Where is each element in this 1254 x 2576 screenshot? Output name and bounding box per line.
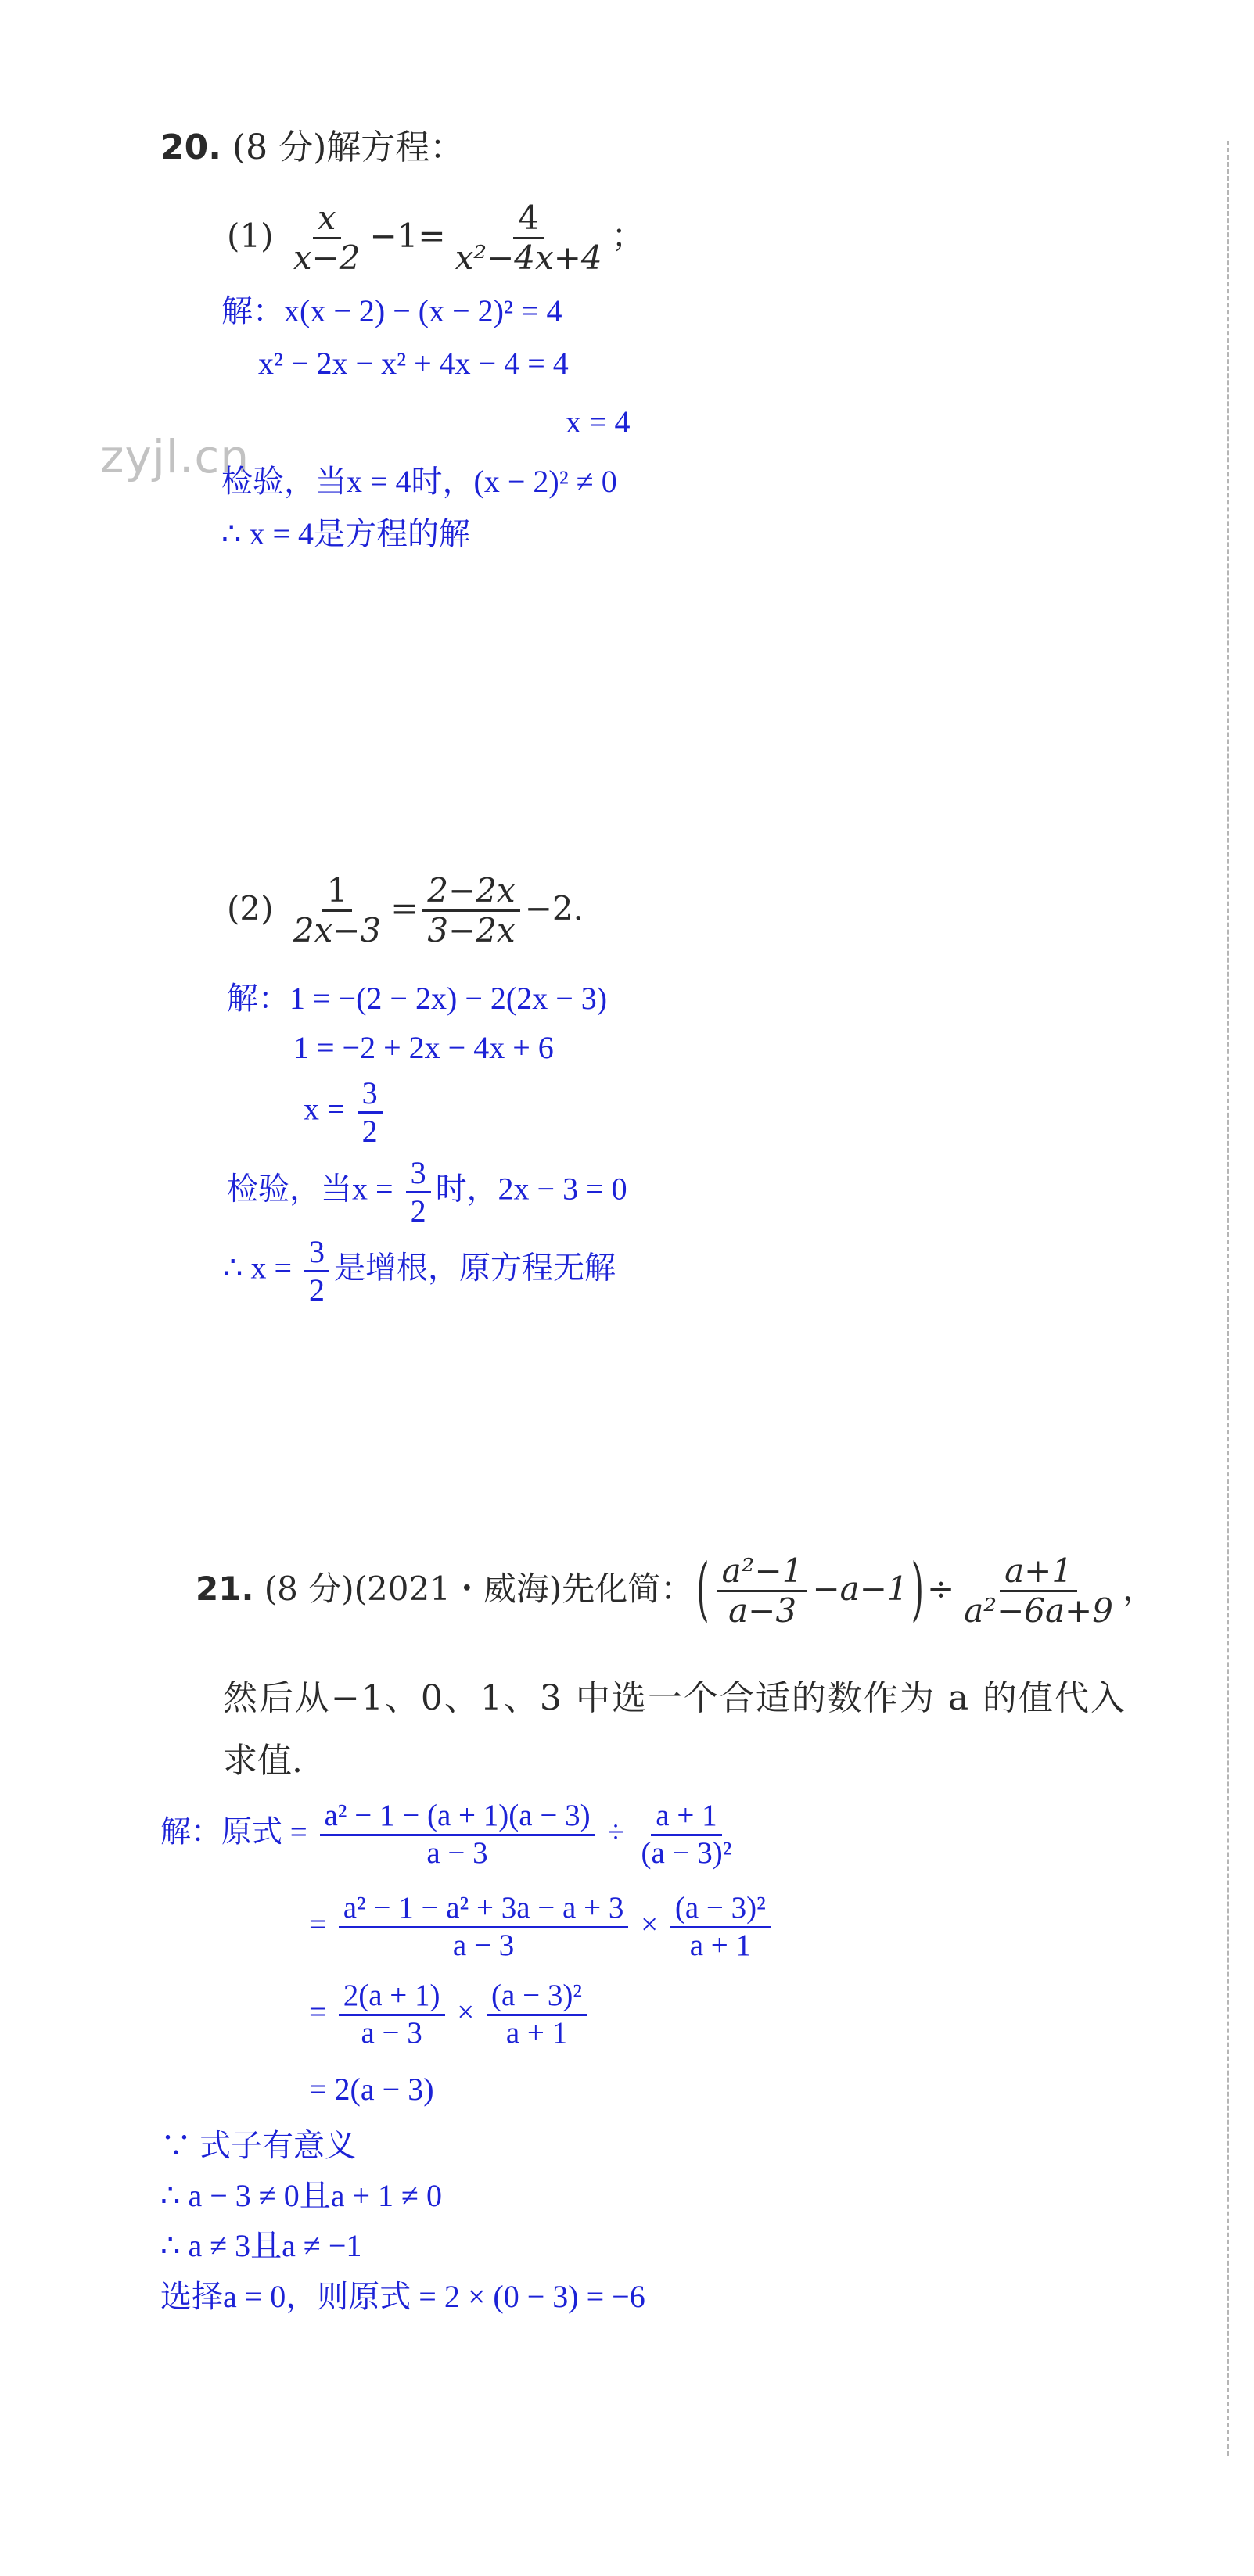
fraction-numerator: a² − 1 − a² + 3a − a + 3 [339,1891,629,1928]
q20-p1-solution-line-3: x = 4 [566,404,631,439]
question-number: 21. [196,1569,254,1608]
fraction-numerator: 3 [406,1155,431,1193]
minus-one: −1= [369,216,446,255]
q21-solution-line-7: ∴ a ≠ 3且a ≠ −1 [160,2228,362,2263]
q21-solution-step-4: = 2(a − 3) [309,2072,434,2107]
question-stem: (8 分)(2021・威海)先化简： [264,1569,694,1608]
check-text: 检验，当x = [227,1171,393,1207]
watermark: zyjl.cn [100,430,250,483]
fraction-numerator: 1 [322,872,353,912]
fraction-numerator: 3 [304,1234,329,1272]
fraction-numerator: 2(a + 1) [339,1979,445,2016]
therefore-x: ∴ x = [223,1250,293,1286]
tail: −2. [524,888,584,927]
q21-solution-line-8: 选择a = 0，则原式 = 2 × (0 − 3) = −6 [160,2279,645,2314]
conclusion: 是增根，原方程无解 [334,1250,616,1286]
fraction-numerator: 2−2x [422,872,519,912]
q20-p2-solution-line-5 [223,1234,616,1308]
fraction-denominator: x²−4x+4 [455,239,602,278]
semicolon: ； [611,216,645,255]
fraction-numerator: 4 [513,199,544,239]
divide-sign: ÷ [927,1569,955,1608]
x-equals: x = [304,1091,345,1127]
operator: × [457,1995,475,2029]
comma: ， [1122,1569,1155,1608]
q20-p2-solution-line-1: 解：1 = −(2 − 2x) − 2(2x − 3) [227,981,608,1016]
dashed-divider [1227,141,1229,2456]
q20-p1-solution-line-5: ∴ x = 4是方程的解 [221,516,471,551]
q21-solution-step-2 [309,1891,775,1964]
left-paren: ( [696,1548,710,1629]
q20-part2-equation [227,872,584,950]
solution-label: 解：原式 = [160,1815,307,1849]
fraction-numerator: (a − 3)² [487,1979,587,2016]
fraction-denominator: a − 3 [426,1835,488,1870]
q21-solution-step-1 [160,1799,741,1871]
right-paren: ) [911,1548,925,1629]
part-label: (1) [227,216,274,255]
fraction-denominator: a²−6a+9 [964,1591,1113,1631]
fraction-denominator: 2 [309,1272,325,1308]
fraction-numerator: a + 1 [651,1799,721,1836]
equals: = [309,1995,326,2029]
fraction-numerator: a²−1 [717,1552,808,1592]
question-21-line-3: 求值. [223,1741,303,1781]
fraction-denominator: 2 [361,1114,378,1149]
question-21-header [196,1548,1155,1631]
fraction-denominator: 3−2x [427,911,516,950]
question-stem: (8 分)解方程： [232,127,465,167]
q21-solution-step-3 [309,1979,591,2051]
fraction-denominator: a−3 [728,1591,797,1631]
question-number: 20. [160,127,221,167]
fraction-denominator: a + 1 [689,1928,751,1962]
fraction-denominator: x−2 [293,239,361,278]
fraction-denominator: a + 1 [505,2015,568,2050]
fraction-numerator: a+1 [1000,1552,1077,1592]
fraction-numerator: a² − 1 − (a + 1)(a − 3) [320,1799,595,1836]
check-result: 时，2x − 3 = 0 [435,1171,627,1207]
operator: ÷ [607,1815,624,1849]
q21-solution-line-6: ∴ a − 3 ≠ 0且a + 1 ≠ 0 [160,2178,442,2213]
fraction-numerator: (a − 3)² [670,1891,771,1928]
fraction-denominator: a − 3 [452,1928,515,1962]
q20-p2-solution-line-4 [227,1155,627,1229]
fraction-denominator: 2 [410,1193,426,1229]
q20-p1-solution-line-1: 解：x(x − 2) − (x − 2)² = 4 [221,293,562,328]
q20-p2-solution-line-3 [304,1075,387,1150]
fraction-denominator: 2x−3 [293,911,382,950]
fraction-denominator: (a − 3)² [641,1835,732,1870]
mid-term: −a−1 [812,1569,908,1608]
q20-p2-solution-line-2: 1 = −2 + 2x − 4x + 6 [293,1030,554,1065]
fraction-numerator: x [313,199,341,239]
question-21-line-2: 然后从−1、0、1、3 中选一个合适的数作为 a 的值代入 [223,1678,1127,1718]
question-20-header [160,119,464,169]
q21-solution-line-5: ∵ 式子有意义 [160,2128,356,2163]
fraction-numerator: 3 [358,1075,383,1114]
equals: = [309,1907,326,1942]
operator: × [641,1907,659,1942]
fraction-denominator: a − 3 [361,2015,422,2050]
equals: = [390,888,419,927]
q20-p1-solution-line-4: 检验，当x = 4时，(x − 2)² ≠ 0 [221,464,617,499]
q20-part1-equation [227,199,645,278]
q20-p1-solution-line-2: x² − 2x − x² + 4x − 4 = 4 [258,346,569,381]
part-label: (2) [227,888,274,927]
